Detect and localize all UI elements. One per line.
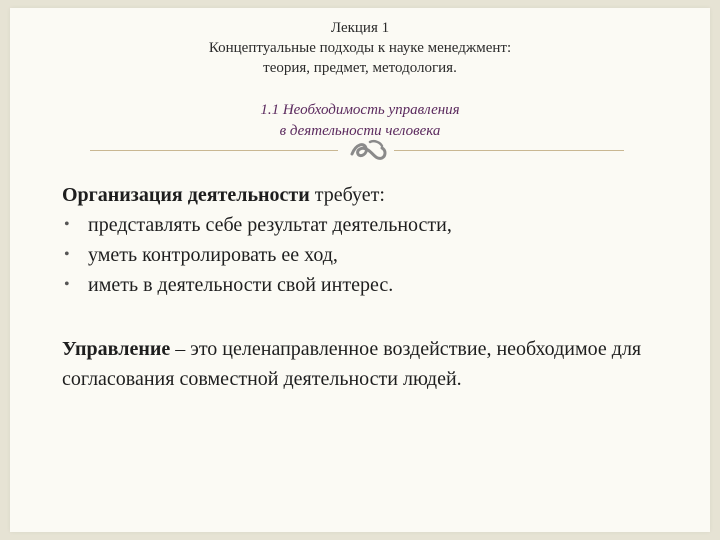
bullet-icon: •	[64, 246, 70, 263]
definition-paragraph	[62, 334, 672, 394]
lecture-title-line1: Концептуальные подходы к науке менеджмент:	[208, 40, 512, 56]
flourish-icon	[346, 136, 390, 166]
list-item-text: иметь в деятельности свой интерес.	[88, 274, 394, 296]
bullet-icon: •	[64, 276, 70, 293]
divider-left	[90, 150, 338, 151]
definition-text: – это целенаправленное воздействие, необходимое для согласования совместной деятельности людей.	[62, 338, 642, 390]
list-item-text: представлять себе результат деятельности,	[88, 214, 452, 236]
subtitle-line2: в деятельности человека	[279, 123, 441, 139]
subtitle-line1: 1.1 Необходимость управления	[260, 102, 460, 118]
requirements-list	[62, 210, 672, 300]
lecture-title-line2: теория, предмет, методология.	[263, 60, 457, 76]
divider-right	[394, 150, 624, 151]
bullet-icon: •	[64, 216, 70, 233]
list-item	[62, 240, 672, 270]
requirements-lead	[62, 180, 672, 210]
list-item	[62, 210, 672, 240]
slide-body	[62, 180, 672, 394]
requirements-lead-bold: Организация деятельности	[62, 184, 310, 206]
definition-term: Управление	[62, 338, 171, 360]
list-item-text: уметь контролировать ее ход,	[88, 244, 338, 266]
lecture-header	[10, 18, 710, 78]
slide	[10, 8, 710, 532]
list-item	[62, 270, 672, 300]
lecture-number: Лекция 1	[330, 20, 390, 36]
requirements-lead-rest: требует:	[309, 184, 385, 206]
